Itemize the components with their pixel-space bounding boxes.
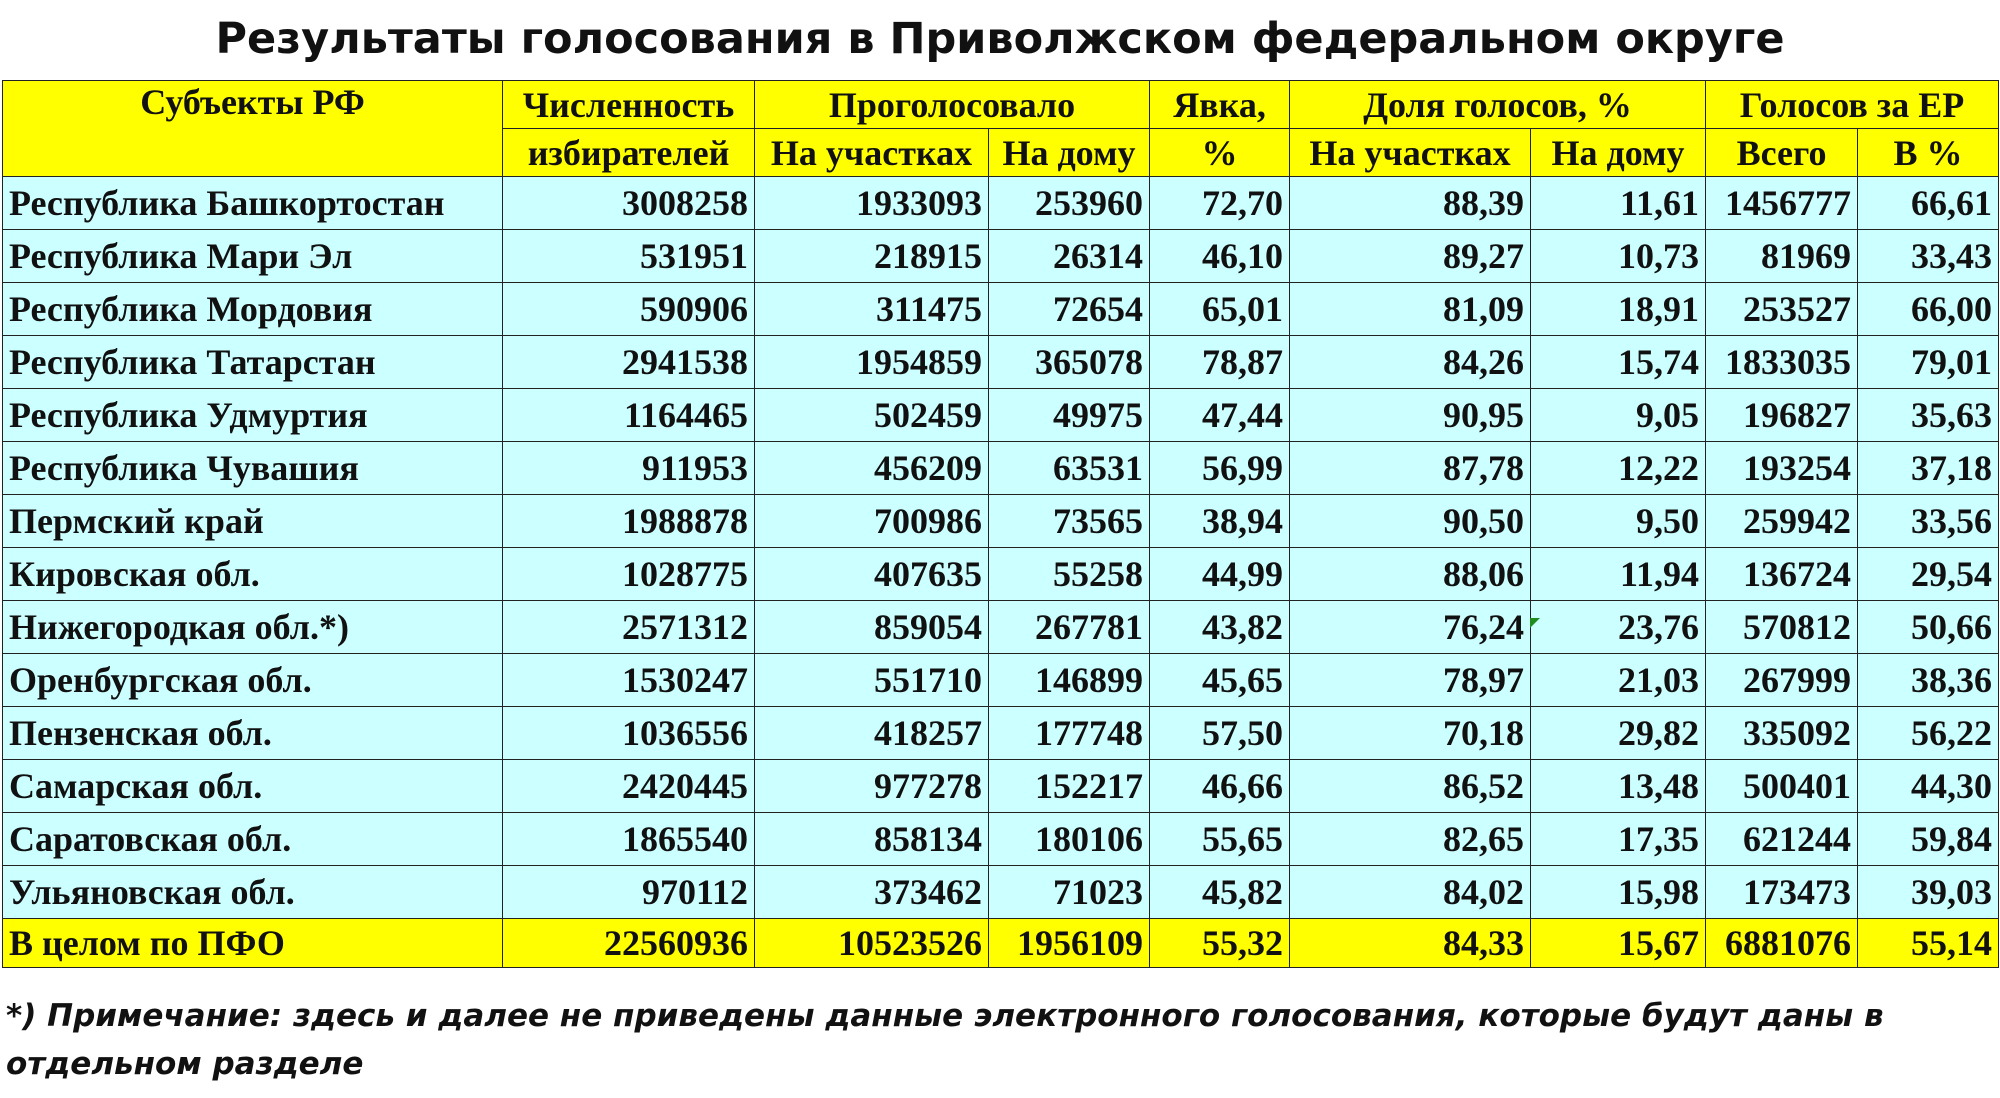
cell-er-pct: 66,00 bbox=[1858, 283, 1999, 336]
cell-name: Республика Чувашия bbox=[3, 442, 503, 495]
cell-home: 177748 bbox=[989, 707, 1150, 760]
cell-er-pct: 44,30 bbox=[1858, 760, 1999, 813]
cell-voters: 531951 bbox=[503, 230, 755, 283]
cell-stations: 311475 bbox=[755, 283, 989, 336]
header-er-total: Всего bbox=[1706, 129, 1858, 177]
cell-share-st: 90,95 bbox=[1290, 389, 1531, 442]
table-row bbox=[3, 283, 1999, 336]
cell-share-home: 23,76 bbox=[1531, 601, 1706, 654]
cell-turnout: 46,10 bbox=[1150, 230, 1290, 283]
cell-name: Республика Мордовия bbox=[3, 283, 503, 336]
header-share-home: На дому bbox=[1531, 129, 1706, 177]
cell-name: Самарская обл. bbox=[3, 760, 503, 813]
cell-name: Саратовская обл. bbox=[3, 813, 503, 866]
cell-home: 1956109 bbox=[989, 919, 1150, 968]
cell-name: В целом по ПФО bbox=[3, 919, 503, 968]
header-er: Голосов за ЕР bbox=[1706, 81, 1999, 129]
cell-turnout: 45,82 bbox=[1150, 866, 1290, 919]
cell-home: 146899 bbox=[989, 654, 1150, 707]
cell-voters: 1028775 bbox=[503, 548, 755, 601]
cell-er-pct: 33,56 bbox=[1858, 495, 1999, 548]
cell-share-home: 9,50 bbox=[1531, 495, 1706, 548]
cell-stations: 502459 bbox=[755, 389, 989, 442]
cell-name: Республика Удмуртия bbox=[3, 389, 503, 442]
cell-er-pct: 50,66 bbox=[1858, 601, 1999, 654]
cell-share-home: 15,74 bbox=[1531, 336, 1706, 389]
cell-home: 71023 bbox=[989, 866, 1150, 919]
header-share: Доля голосов, % bbox=[1290, 81, 1706, 129]
cell-voters: 2941538 bbox=[503, 336, 755, 389]
cell-er-total: 6881076 bbox=[1706, 919, 1858, 968]
cell-er-total: 193254 bbox=[1706, 442, 1858, 495]
cell-name: Кировская обл. bbox=[3, 548, 503, 601]
cell-share-st: 88,39 bbox=[1290, 177, 1531, 230]
cell-home: 55258 bbox=[989, 548, 1150, 601]
cell-stations: 859054 bbox=[755, 601, 989, 654]
cell-share-st: 84,02 bbox=[1290, 866, 1531, 919]
cell-turnout: 55,32 bbox=[1150, 919, 1290, 968]
cell-share-home: 11,61 bbox=[1531, 177, 1706, 230]
cell-voters: 1865540 bbox=[503, 813, 755, 866]
cell-turnout: 43,82 bbox=[1150, 601, 1290, 654]
cell-turnout: 38,94 bbox=[1150, 495, 1290, 548]
cell-share-st: 78,97 bbox=[1290, 654, 1531, 707]
cell-er-pct: 35,63 bbox=[1858, 389, 1999, 442]
cell-stations: 1933093 bbox=[755, 177, 989, 230]
cell-voters: 911953 bbox=[503, 442, 755, 495]
header-er-pct: В % bbox=[1858, 129, 1999, 177]
cell-home: 253960 bbox=[989, 177, 1150, 230]
cell-er-pct: 56,22 bbox=[1858, 707, 1999, 760]
cell-share-home: 10,73 bbox=[1531, 230, 1706, 283]
table-row bbox=[3, 177, 1999, 230]
table-row bbox=[3, 336, 1999, 389]
cell-turnout: 78,87 bbox=[1150, 336, 1290, 389]
cell-voters: 970112 bbox=[503, 866, 755, 919]
cell-er-total: 1833035 bbox=[1706, 336, 1858, 389]
header-voters-line1: Численность bbox=[503, 81, 755, 129]
cell-home: 152217 bbox=[989, 760, 1150, 813]
cell-er-pct: 38,36 bbox=[1858, 654, 1999, 707]
cell-share-home: 15,67 bbox=[1531, 919, 1706, 968]
cell-er-total: 621244 bbox=[1706, 813, 1858, 866]
cell-home: 26314 bbox=[989, 230, 1150, 283]
cell-er-pct: 59,84 bbox=[1858, 813, 1999, 866]
cell-stations: 418257 bbox=[755, 707, 989, 760]
header-turnout-line2: % bbox=[1150, 129, 1290, 177]
cell-share-home: 13,48 bbox=[1531, 760, 1706, 813]
table-row bbox=[3, 601, 1999, 654]
results-table bbox=[2, 80, 1999, 968]
table-row bbox=[3, 866, 1999, 919]
cell-voters: 1530247 bbox=[503, 654, 755, 707]
cell-voters: 3008258 bbox=[503, 177, 755, 230]
header-at-home: На дому bbox=[989, 129, 1150, 177]
cell-er-total: 259942 bbox=[1706, 495, 1858, 548]
cell-home: 73565 bbox=[989, 495, 1150, 548]
cell-voters: 2571312 bbox=[503, 601, 755, 654]
cell-er-pct: 37,18 bbox=[1858, 442, 1999, 495]
cell-share-st: 90,50 bbox=[1290, 495, 1531, 548]
page-title: Результаты голосования в Приволжском федеральном округе bbox=[215, 14, 1785, 64]
cell-share-st: 89,27 bbox=[1290, 230, 1531, 283]
cell-stations: 858134 bbox=[755, 813, 989, 866]
table-row bbox=[3, 389, 1999, 442]
table-row bbox=[3, 760, 1999, 813]
table-row bbox=[3, 813, 1999, 866]
cell-share-home: 12,22 bbox=[1531, 442, 1706, 495]
cell-share-st: 86,52 bbox=[1290, 760, 1531, 813]
cell-name: Ульяновская обл. bbox=[3, 866, 503, 919]
cell-share-st: 76,24 bbox=[1290, 601, 1531, 654]
cell-share-home: 17,35 bbox=[1531, 813, 1706, 866]
header-voted: Проголосовало bbox=[755, 81, 1150, 129]
cell-er-total: 335092 bbox=[1706, 707, 1858, 760]
table-row bbox=[3, 230, 1999, 283]
cell-share-st: 82,65 bbox=[1290, 813, 1531, 866]
table-row bbox=[3, 442, 1999, 495]
cell-home: 72654 bbox=[989, 283, 1150, 336]
cell-er-total: 253527 bbox=[1706, 283, 1858, 336]
table-row bbox=[3, 495, 1999, 548]
cell-name: Республика Татарстан bbox=[3, 336, 503, 389]
cell-stations: 218915 bbox=[755, 230, 989, 283]
cell-er-pct: 79,01 bbox=[1858, 336, 1999, 389]
cell-stations: 456209 bbox=[755, 442, 989, 495]
cell-share-st: 87,78 bbox=[1290, 442, 1531, 495]
cell-share-home: 11,94 bbox=[1531, 548, 1706, 601]
cell-name: Республика Башкортостан bbox=[3, 177, 503, 230]
cell-share-home: 18,91 bbox=[1531, 283, 1706, 336]
cell-voters: 1036556 bbox=[503, 707, 755, 760]
cell-voters: 590906 bbox=[503, 283, 755, 336]
cell-turnout: 57,50 bbox=[1150, 707, 1290, 760]
total-row bbox=[3, 919, 1999, 968]
cell-turnout: 72,70 bbox=[1150, 177, 1290, 230]
cell-name: Пермский край bbox=[3, 495, 503, 548]
footnote-line1: *) Примечание: здесь и далее не приведены данные электронного голосования, которые будут даны в bbox=[6, 998, 1884, 1034]
table-body bbox=[3, 177, 1999, 968]
header-voters-line2: избирателей bbox=[503, 129, 755, 177]
cell-share-home: 9,05 bbox=[1531, 389, 1706, 442]
cell-share-st: 88,06 bbox=[1290, 548, 1531, 601]
cell-er-pct: 33,43 bbox=[1858, 230, 1999, 283]
cell-stations: 551710 bbox=[755, 654, 989, 707]
cell-home: 180106 bbox=[989, 813, 1150, 866]
cell-voters: 1988878 bbox=[503, 495, 755, 548]
cell-name: Оренбургская обл. bbox=[3, 654, 503, 707]
cell-share-st: 81,09 bbox=[1290, 283, 1531, 336]
cell-turnout: 65,01 bbox=[1150, 283, 1290, 336]
cell-share-home: 21,03 bbox=[1531, 654, 1706, 707]
cell-er-pct: 29,54 bbox=[1858, 548, 1999, 601]
cell-er-total: 267999 bbox=[1706, 654, 1858, 707]
cell-er-pct: 55,14 bbox=[1858, 919, 1999, 968]
cell-stations: 1954859 bbox=[755, 336, 989, 389]
cell-share-st: 70,18 bbox=[1290, 707, 1531, 760]
table-header bbox=[3, 81, 1999, 177]
table-row bbox=[3, 548, 1999, 601]
header-at-stations: На участках bbox=[755, 129, 989, 177]
cell-turnout: 45,65 bbox=[1150, 654, 1290, 707]
cell-comment-marker bbox=[1530, 618, 1540, 628]
cell-name: Пензенская обл. bbox=[3, 707, 503, 760]
cell-name: Нижегородкая обл.*) bbox=[3, 601, 503, 654]
cell-share-st: 84,26 bbox=[1290, 336, 1531, 389]
cell-turnout: 56,99 bbox=[1150, 442, 1290, 495]
table-row bbox=[3, 707, 1999, 760]
cell-turnout: 55,65 bbox=[1150, 813, 1290, 866]
footnote-line2: отдельном разделе bbox=[6, 1046, 364, 1082]
cell-home: 365078 bbox=[989, 336, 1150, 389]
cell-er-total: 500401 bbox=[1706, 760, 1858, 813]
cell-er-total: 1456777 bbox=[1706, 177, 1858, 230]
cell-stations: 10523526 bbox=[755, 919, 989, 968]
cell-turnout: 44,99 bbox=[1150, 548, 1290, 601]
footnote bbox=[6, 992, 1906, 1088]
cell-er-pct: 66,61 bbox=[1858, 177, 1999, 230]
cell-share-home: 15,98 bbox=[1531, 866, 1706, 919]
cell-voters: 2420445 bbox=[503, 760, 755, 813]
cell-voters: 1164465 bbox=[503, 389, 755, 442]
cell-er-total: 81969 bbox=[1706, 230, 1858, 283]
cell-stations: 700986 bbox=[755, 495, 989, 548]
cell-stations: 977278 bbox=[755, 760, 989, 813]
cell-voters: 22560936 bbox=[503, 919, 755, 968]
cell-er-total: 196827 bbox=[1706, 389, 1858, 442]
cell-turnout: 46,66 bbox=[1150, 760, 1290, 813]
header-share-stations: На участках bbox=[1290, 129, 1531, 177]
cell-er-pct: 39,03 bbox=[1858, 866, 1999, 919]
cell-share-st: 84,33 bbox=[1290, 919, 1531, 968]
cell-er-total: 173473 bbox=[1706, 866, 1858, 919]
cell-er-total: 570812 bbox=[1706, 601, 1858, 654]
cell-name: Республика Мари Эл bbox=[3, 230, 503, 283]
table-row bbox=[3, 654, 1999, 707]
cell-home: 49975 bbox=[989, 389, 1150, 442]
cell-er-total: 136724 bbox=[1706, 548, 1858, 601]
header-subject: Субъекты РФ bbox=[3, 81, 503, 177]
cell-turnout: 47,44 bbox=[1150, 389, 1290, 442]
cell-stations: 373462 bbox=[755, 866, 989, 919]
header-turnout-line1: Явка, bbox=[1150, 81, 1290, 129]
cell-home: 267781 bbox=[989, 601, 1150, 654]
cell-stations: 407635 bbox=[755, 548, 989, 601]
cell-home: 63531 bbox=[989, 442, 1150, 495]
cell-share-home: 29,82 bbox=[1531, 707, 1706, 760]
